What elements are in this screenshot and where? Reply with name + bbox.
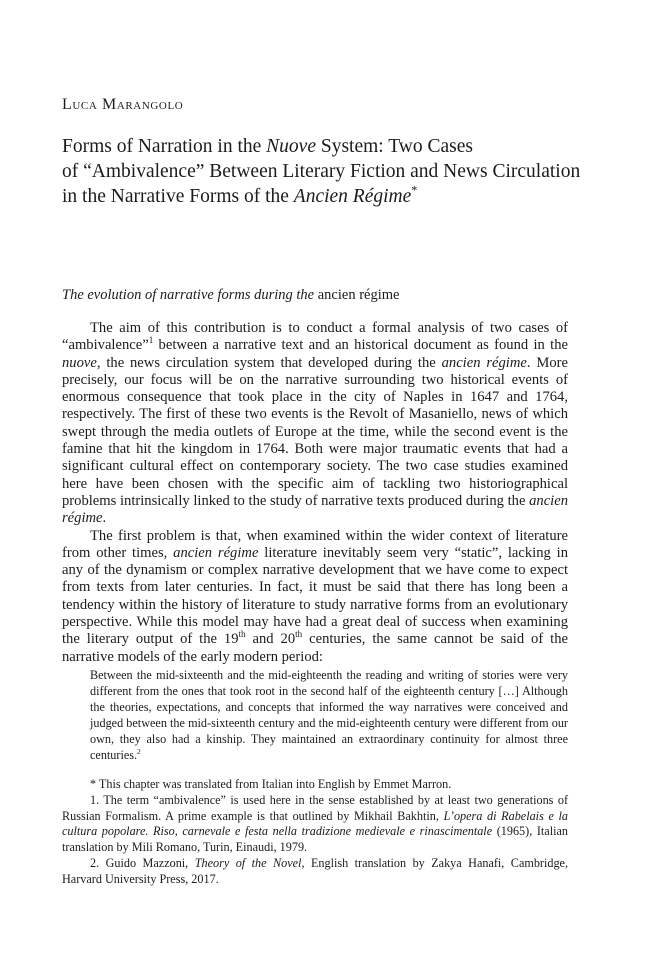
block-quote bbox=[90, 668, 568, 763]
title-text: Forms of Narration in the bbox=[62, 136, 267, 157]
title-line-3 bbox=[62, 184, 602, 209]
title-footnote-mark: * bbox=[411, 183, 418, 198]
text-run: The first problem is that, when examined within the wider context of literature from other times, bbox=[62, 527, 568, 561]
section-heading-italic: The evolution of narrative forms during the bbox=[62, 287, 318, 303]
footnote-ref-2: 2 bbox=[137, 746, 141, 756]
text-run: . More precisely, our focus will be on the narrative surrounding two historical events of enormous consequence that took place in the city of Naples in 1647 and 1764, respectively. The first of these two events is the Revolt of Masaniello, news of which swept through the media outlets of Europe at the time, while the second event is the famine that hit the kingdom in 1764. Both were major traumatic events that had a significant cultural effect on contemporary society. The two case studies examined here have been chosen with the specific aim of tackling two historiographical problems intrinsically linked to the study of narrative texts produced during the bbox=[62, 354, 568, 509]
footnote-text: , English translation by Zakya Hanafi, Cambridge, Harvard University Press, 2017. bbox=[62, 855, 569, 886]
footnote-2 bbox=[62, 856, 568, 888]
footnote-text: 2. Guido Mazzoni, bbox=[90, 855, 195, 870]
italic-run: nuove bbox=[62, 354, 97, 371]
footnote-star: * This chapter was translated from Italian into English by Emmet Marron. bbox=[90, 777, 452, 791]
title-text: in the Narrative Forms of the bbox=[62, 186, 294, 207]
text-run: . bbox=[102, 510, 107, 527]
title-line-2: of “Ambivalence” Between Literary Fiction and News Circulation bbox=[62, 161, 581, 182]
paragraph-2 bbox=[62, 528, 568, 666]
title-line-1 bbox=[62, 134, 602, 159]
footnote-1 bbox=[62, 793, 568, 856]
title-italic-nuove: Nuove bbox=[266, 136, 316, 157]
footnotes bbox=[62, 777, 568, 888]
ordinal-suffix: th bbox=[238, 629, 246, 640]
text-run: , the news circulation system that developed during the bbox=[96, 354, 442, 371]
footnote-ref-1: 1 bbox=[148, 335, 154, 346]
text-run: between a narrative text and an historical document as found in the bbox=[153, 337, 568, 354]
body-text bbox=[62, 320, 568, 666]
footnote-text: (1965), Italian translation by Mili Romano, Turin, Einaudi, 1979. bbox=[62, 824, 568, 855]
title-text: System: Two Cases bbox=[316, 136, 473, 157]
italic-run: ancien régime bbox=[62, 492, 568, 527]
chapter-author: Luca Marangolo bbox=[62, 96, 184, 113]
text-run: centuries, the same cannot be said of the narrative models of the early modern period: bbox=[62, 631, 568, 665]
italic-run: ancien régime bbox=[173, 544, 259, 561]
chapter-title bbox=[62, 134, 602, 209]
footnote-italic: Theory of the Novel bbox=[194, 855, 302, 870]
text-run: literature inevitably seem very “static”, lacking in any of the dynamism or complex narrative development that we have come to expect from texts from later centuries. In fact, it must be said that there has long been a tendency within the history of literature to study narrative forms from an evolutionary perspective. While this model may have had a great deal of success when examining the literary output of the 19 bbox=[62, 544, 568, 648]
footnote-text: 1. The term “ambivalence” is used here in the sense established by at least two generations of Russian Formalism. A prime example is that outlined by Mikhail Bakhtin, bbox=[62, 792, 568, 823]
quote-text: Between the mid-sixteenth and the mid-eighteenth the reading and writing of stories were very different from the ones that took root in the second half of the eighteenth century […] Although the theories, expectations, and concepts that informed the way narratives were conceived and judged between the mid-sixteenth century and the mid-eighteenth century were different from our own, they also had a kinship. They maintained an extraordinary continuity for almost three centuries. bbox=[90, 668, 568, 762]
title-italic-ancien-regime: Ancien Régime bbox=[293, 186, 412, 207]
text-run: and 20 bbox=[245, 631, 296, 648]
footnote-italic: L’opera di Rabelais e la cultura popolare. Riso, carnevale e festa nella tradizione medievale e rinascimentale bbox=[62, 808, 569, 839]
section-heading bbox=[62, 287, 399, 304]
ordinal-suffix: th bbox=[295, 629, 303, 640]
text-run: The aim of this contribution is to conduct a formal analysis of two cases of “ambivalence” bbox=[62, 320, 568, 354]
section-heading-roman: ancien régime bbox=[317, 287, 400, 303]
italic-run: ancien régime bbox=[441, 354, 527, 371]
paragraph-1 bbox=[62, 320, 568, 528]
